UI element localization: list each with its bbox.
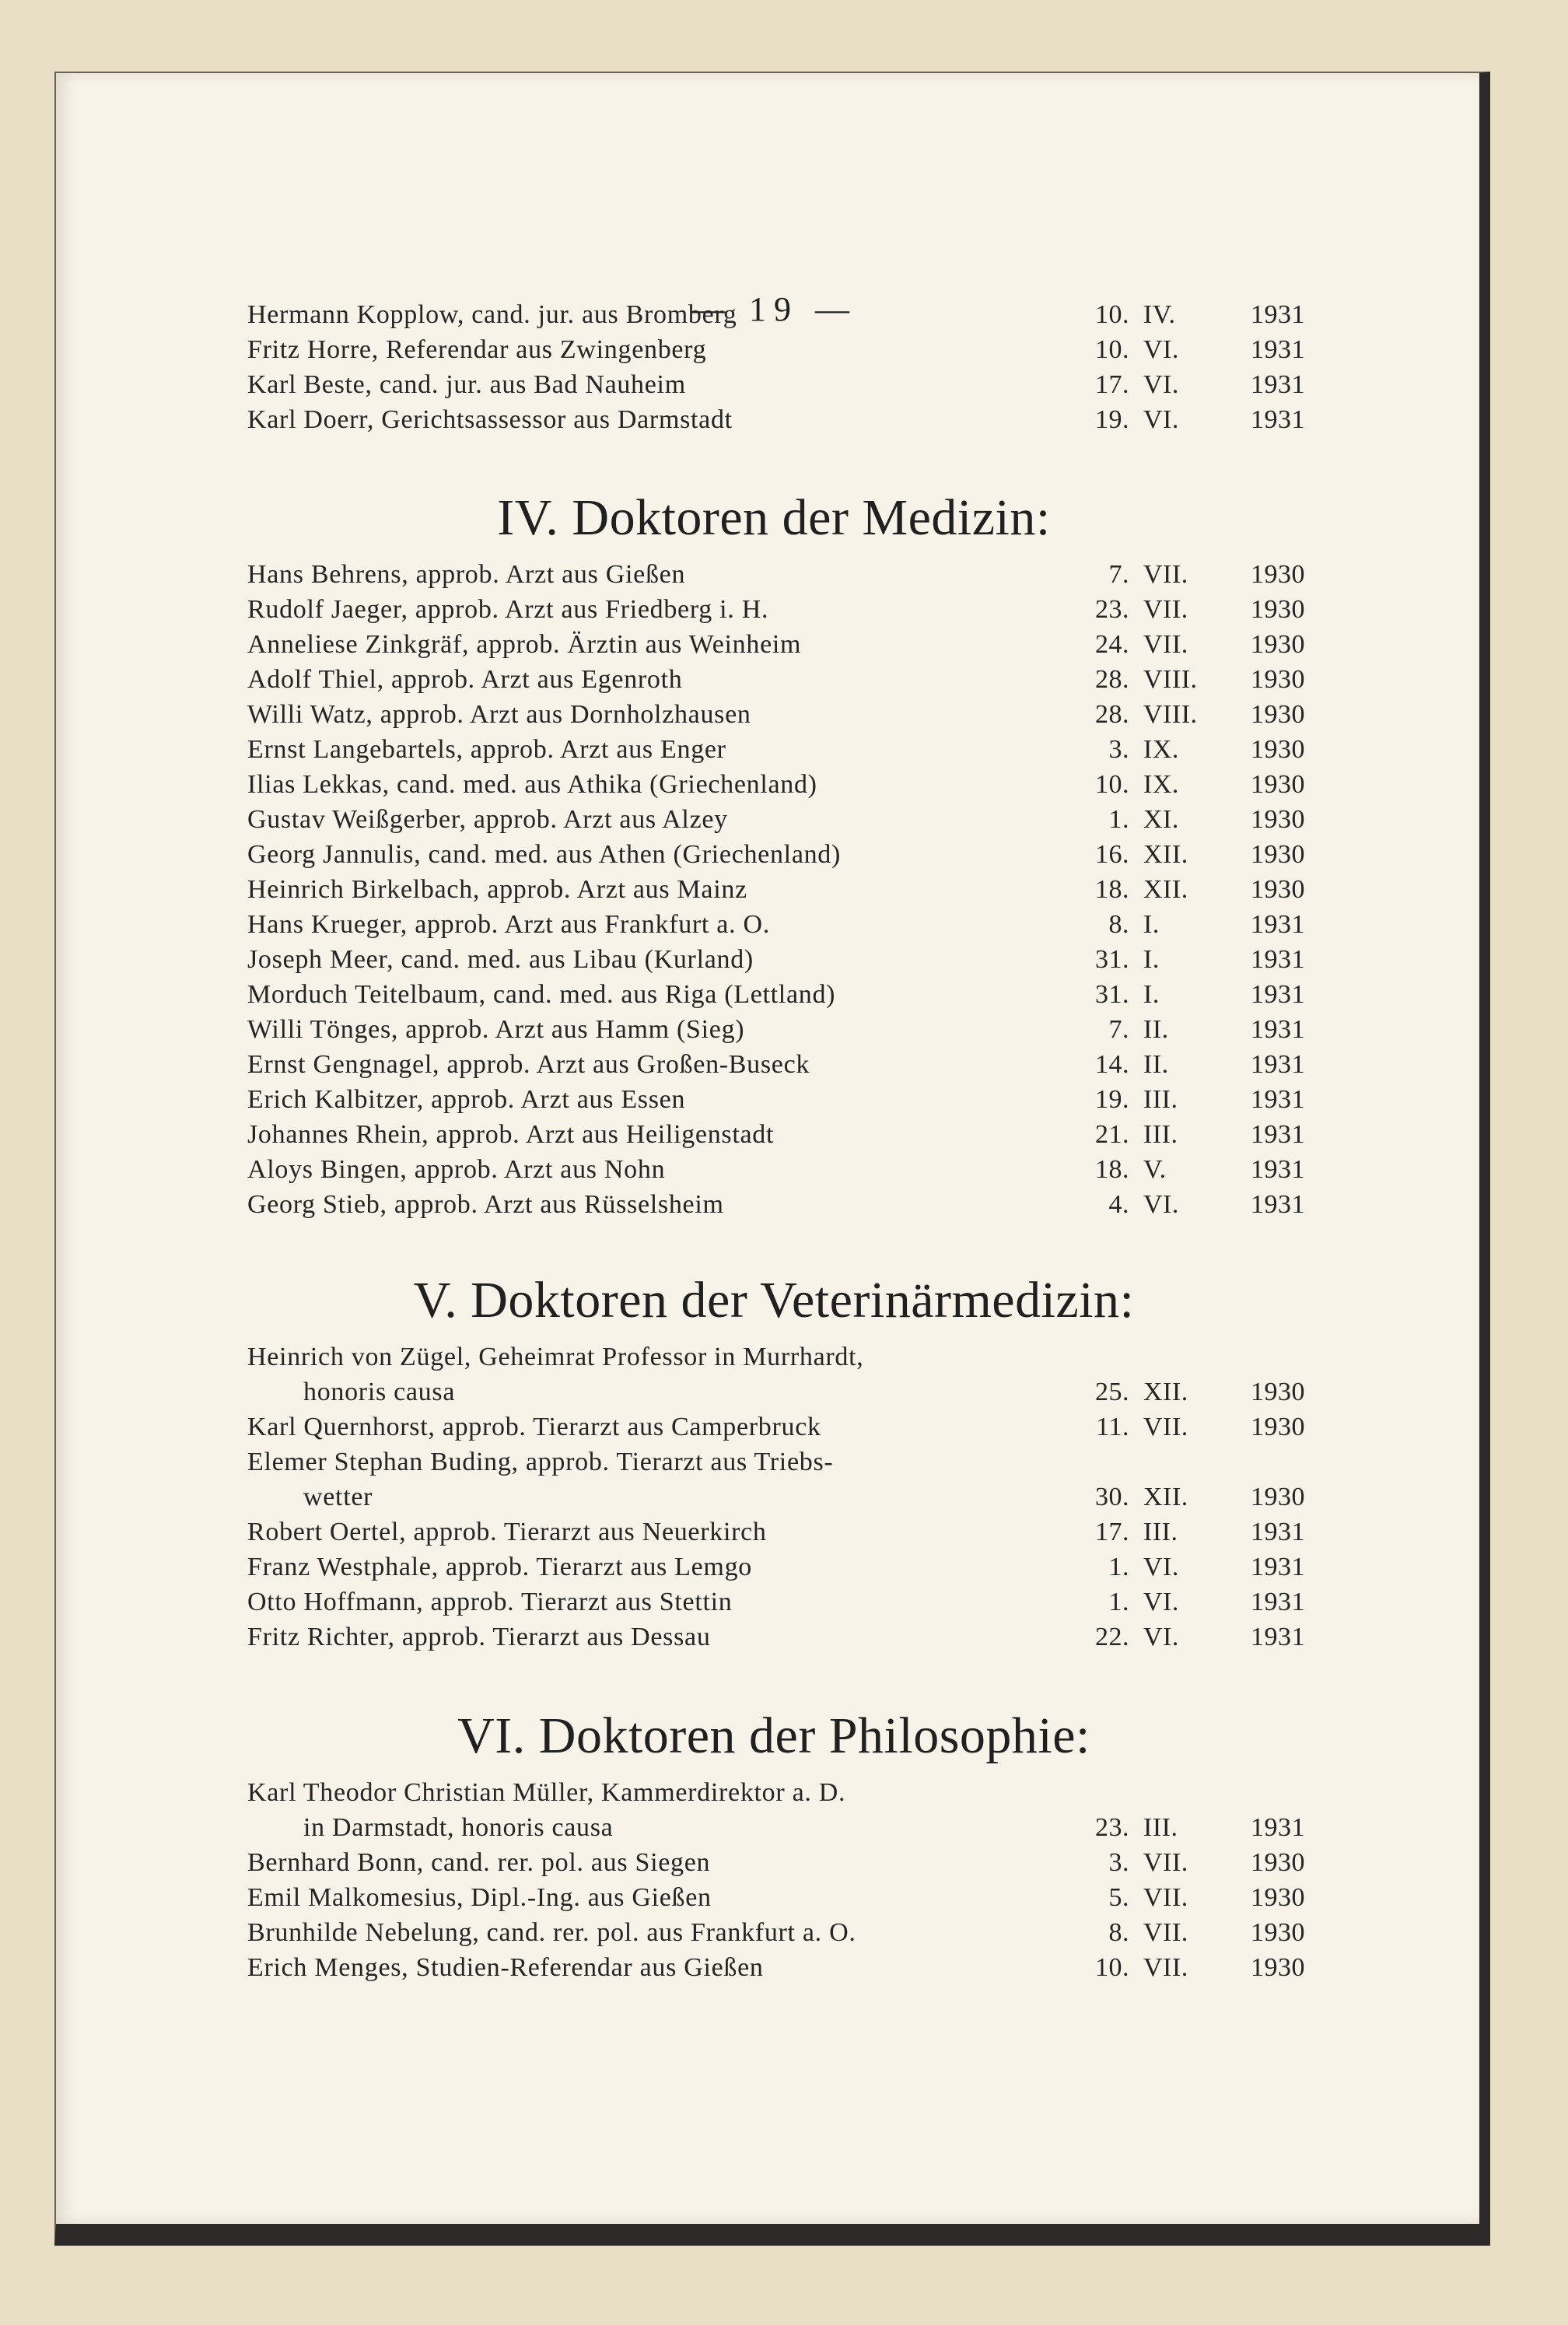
entry-name bbox=[247, 1082, 1103, 1117]
document-page bbox=[54, 72, 1490, 2246]
entry-date-day: 1. bbox=[1108, 1588, 1129, 1616]
entry-name bbox=[247, 367, 1103, 402]
entry-date-day: 21. bbox=[1095, 1120, 1129, 1149]
page-number: — 19 — bbox=[691, 290, 857, 328]
entry-date-year: 1930 bbox=[1251, 1883, 1305, 1912]
list-item bbox=[247, 1187, 1305, 1222]
list-item bbox=[247, 697, 1305, 732]
entry-name-line: Willi Tönges, approb. Arzt aus Hamm (Sieg) bbox=[247, 1015, 745, 1044]
entry-date-month: VII. bbox=[1143, 595, 1188, 624]
entry-date-year: 1930 bbox=[1251, 665, 1305, 694]
entry-name bbox=[247, 767, 1103, 802]
list-item bbox=[247, 767, 1305, 802]
list-item bbox=[247, 802, 1305, 837]
entry-date-year: 1931 bbox=[1251, 1813, 1305, 1842]
entry-date-month: VII. bbox=[1143, 1918, 1188, 1947]
entry-name bbox=[247, 977, 1103, 1012]
entry-name-line: Georg Stieb, approb. Arzt aus Rüsselsheim bbox=[247, 1190, 724, 1219]
entry-date-month: I. bbox=[1143, 945, 1160, 974]
entry-name bbox=[247, 907, 1103, 942]
entry-date-day: 24. bbox=[1095, 630, 1129, 659]
entry-name-line: Karl Quernhorst, approb. Tierarzt aus Camperbruck bbox=[247, 1413, 821, 1441]
entry-name bbox=[247, 1152, 1103, 1187]
entry-date-year: 1930 bbox=[1251, 1413, 1305, 1441]
entry-date-day: 1. bbox=[1108, 805, 1129, 834]
entry-name bbox=[247, 1619, 1103, 1654]
entry-name-line: Franz Westphale, approb. Tierarzt aus Lemgo bbox=[247, 1553, 752, 1581]
entry-name-line: Willi Watz, approb. Arzt aus Dornholzhausen bbox=[247, 700, 751, 729]
entry-name-line: Fritz Richter, approb. Tierarzt aus Dessau bbox=[247, 1623, 711, 1651]
list-item bbox=[247, 1152, 1305, 1187]
entry-date-year: 1930 bbox=[1251, 630, 1305, 659]
entry-date-year: 1931 bbox=[1251, 405, 1305, 434]
entry-date-year: 1931 bbox=[1251, 335, 1305, 364]
entry-name-line: Karl Theodor Christian Müller, Kammerdirektor a. D. bbox=[247, 1778, 846, 1807]
entry-date-year: 1931 bbox=[1251, 1623, 1305, 1651]
entry-name-line: Elemer Stephan Buding, approb. Tierarzt aus Triebs- bbox=[247, 1448, 834, 1476]
entry-date-day: 4. bbox=[1108, 1190, 1129, 1219]
entry-name bbox=[247, 1409, 1103, 1444]
entry-name bbox=[247, 1584, 1103, 1619]
entry-date-day: 23. bbox=[1095, 595, 1129, 624]
entry-name bbox=[247, 557, 1103, 592]
entry-date-year: 1931 bbox=[1251, 1190, 1305, 1219]
entry-name-line: Karl Doerr, Gerichtsassessor aus Darmstadt bbox=[247, 405, 733, 434]
entry-date-year: 1930 bbox=[1251, 700, 1305, 729]
section-continued-list bbox=[247, 297, 1305, 437]
entry-name-line: Bernhard Bonn, cand. rer. pol. aus Siegen bbox=[247, 1848, 711, 1877]
entry-date-day: 3. bbox=[1108, 1848, 1129, 1877]
entry-date-month: VII. bbox=[1143, 1413, 1188, 1441]
entry-name-line: Erich Menges, Studien-Referendar aus Gießen bbox=[247, 1953, 764, 1982]
list-item bbox=[247, 1117, 1305, 1152]
entry-date-day: 17. bbox=[1095, 1518, 1129, 1546]
list-item bbox=[247, 1619, 1305, 1654]
entry-date-month: III. bbox=[1143, 1085, 1178, 1114]
list-item bbox=[247, 907, 1305, 942]
entry-name-line: Hans Behrens, approb. Arzt aus Gießen bbox=[247, 560, 686, 589]
list-item bbox=[247, 1409, 1305, 1444]
list-item bbox=[247, 1514, 1305, 1549]
entry-name bbox=[247, 942, 1103, 977]
list-item bbox=[247, 297, 1305, 332]
entry-date-year: 1930 bbox=[1251, 875, 1305, 904]
list-item bbox=[247, 627, 1305, 662]
section-medizin-list bbox=[247, 557, 1305, 1222]
entry-name bbox=[247, 1012, 1103, 1047]
entry-date-month: VI. bbox=[1143, 1190, 1179, 1219]
entry-date-month: XII. bbox=[1143, 1483, 1188, 1511]
entry-date-month: I. bbox=[1143, 910, 1160, 939]
entry-date-day: 10. bbox=[1095, 1953, 1129, 1982]
list-item bbox=[247, 1012, 1305, 1047]
list-item bbox=[247, 1880, 1305, 1915]
entry-date-year: 1930 bbox=[1251, 805, 1305, 834]
list-item bbox=[247, 1584, 1305, 1619]
list-item bbox=[247, 977, 1305, 1012]
entry-name bbox=[247, 592, 1103, 627]
entry-name bbox=[247, 1549, 1103, 1584]
entry-name-line: Ernst Langebartels, approb. Arzt aus Enger bbox=[247, 735, 726, 764]
list-item bbox=[247, 1915, 1305, 1950]
entry-date-day: 10. bbox=[1095, 335, 1129, 364]
entry-date-year: 1931 bbox=[1251, 1120, 1305, 1149]
entry-date-day: 8. bbox=[1108, 910, 1129, 939]
entry-name bbox=[247, 1117, 1103, 1152]
entry-name-line: Heinrich Birkelbach, approb. Arzt aus Mainz bbox=[247, 875, 747, 904]
list-item bbox=[247, 732, 1305, 767]
entry-date-day: 18. bbox=[1095, 875, 1129, 904]
entry-date-month: VI. bbox=[1143, 1588, 1179, 1616]
entry-date-month: VII. bbox=[1143, 1848, 1188, 1877]
entry-name bbox=[247, 332, 1103, 367]
entry-date-year: 1931 bbox=[1251, 1085, 1305, 1114]
entry-date-year: 1931 bbox=[1251, 1155, 1305, 1184]
entry-name bbox=[247, 1880, 1103, 1915]
entry-date-month: VII. bbox=[1143, 560, 1188, 589]
entry-name bbox=[247, 1444, 1103, 1514]
list-item bbox=[247, 367, 1305, 402]
entry-date-year: 1930 bbox=[1251, 1848, 1305, 1877]
entry-date-day: 10. bbox=[1095, 300, 1129, 329]
entry-date-month: IX. bbox=[1143, 735, 1179, 764]
entry-date-day: 7. bbox=[1108, 560, 1129, 589]
list-item bbox=[247, 872, 1305, 907]
entry-name bbox=[247, 297, 1103, 332]
entry-date-month: III. bbox=[1143, 1813, 1178, 1842]
section-heading-veterinaermedizin: V. Doktoren der Veterinärmedizin: bbox=[413, 1272, 1135, 1329]
entry-name bbox=[247, 872, 1103, 907]
entry-date-month: V. bbox=[1143, 1155, 1167, 1184]
entry-date-day: 1. bbox=[1108, 1553, 1129, 1581]
entry-name-line: Adolf Thiel, approb. Arzt aus Egenroth bbox=[247, 665, 683, 694]
entry-date-month: XI. bbox=[1143, 805, 1179, 834]
entry-date-month: VIII. bbox=[1143, 665, 1198, 694]
entry-name-line: Gustav Weißgerber, approb. Arzt aus Alzey bbox=[247, 805, 728, 834]
entry-name bbox=[247, 1950, 1103, 1985]
section-veterinaermedizin-list bbox=[247, 1339, 1305, 1654]
entry-name bbox=[247, 1915, 1103, 1950]
entry-date-year: 1930 bbox=[1251, 770, 1305, 799]
entry-name-line: Brunhilde Nebelung, cand. rer. pol. aus Frankfurt a. O. bbox=[247, 1918, 856, 1947]
entry-date-month: VI. bbox=[1143, 1623, 1179, 1651]
entry-date-day: 10. bbox=[1095, 770, 1129, 799]
entry-date-year: 1930 bbox=[1251, 595, 1305, 624]
entry-date-month: VI. bbox=[1143, 405, 1179, 434]
entry-date-day: 31. bbox=[1095, 980, 1129, 1009]
entry-name bbox=[247, 1514, 1103, 1549]
entry-date-month: IV. bbox=[1143, 300, 1176, 329]
entry-name-line: Karl Beste, cand. jur. aus Bad Nauheim bbox=[247, 370, 686, 399]
entry-name-line: Ilias Lekkas, cand. med. aus Athika (Griechenland) bbox=[247, 770, 817, 799]
entry-name-continuation: wetter bbox=[303, 1483, 373, 1511]
entry-date-year: 1931 bbox=[1251, 300, 1305, 329]
entry-date-day: 31. bbox=[1095, 945, 1129, 974]
list-item bbox=[247, 1775, 1305, 1845]
list-item bbox=[247, 1845, 1305, 1880]
entry-name bbox=[247, 697, 1103, 732]
entry-name bbox=[247, 837, 1103, 872]
list-item bbox=[247, 1082, 1305, 1117]
entry-date-day: 11. bbox=[1096, 1413, 1129, 1441]
entry-name bbox=[247, 1845, 1103, 1880]
entry-date-day: 16. bbox=[1095, 840, 1129, 869]
entry-date-month: VIII. bbox=[1143, 700, 1198, 729]
entry-name-continuation: in Darmstadt, honoris causa bbox=[303, 1813, 614, 1842]
entry-date-day: 23. bbox=[1095, 1813, 1129, 1842]
entry-date-day: 22. bbox=[1095, 1623, 1129, 1651]
entry-date-year: 1931 bbox=[1251, 1015, 1305, 1044]
entry-name-line: Morduch Teitelbaum, cand. med. aus Riga (Lettland) bbox=[247, 980, 836, 1009]
entry-date-month: XII. bbox=[1143, 1378, 1188, 1406]
entry-name bbox=[247, 627, 1103, 662]
entry-date-day: 8. bbox=[1108, 1918, 1129, 1947]
list-item bbox=[247, 662, 1305, 697]
entry-date-month: III. bbox=[1143, 1120, 1178, 1149]
entry-date-month: II. bbox=[1143, 1015, 1169, 1044]
entry-name-line: Joseph Meer, cand. med. aus Libau (Kurland) bbox=[247, 945, 754, 974]
entry-name-line: Rudolf Jaeger, approb. Arzt aus Friedberg i. H. bbox=[247, 595, 769, 624]
entry-date-month: VI. bbox=[1143, 335, 1179, 364]
entry-date-year: 1930 bbox=[1251, 1953, 1305, 1982]
entry-name-line: Erich Kalbitzer, approb. Arzt aus Essen bbox=[247, 1085, 686, 1114]
entry-date-day: 25. bbox=[1095, 1378, 1129, 1406]
entry-name-line: Hermann Kopplow, cand. jur. aus Bromberg bbox=[247, 300, 737, 329]
entry-date-year: 1930 bbox=[1251, 840, 1305, 869]
entry-name-line: Georg Jannulis, cand. med. aus Athen (Griechenland) bbox=[247, 840, 842, 869]
entry-date-year: 1931 bbox=[1251, 1050, 1305, 1079]
entry-date-year: 1931 bbox=[1251, 1518, 1305, 1546]
entry-name-line: Fritz Horre, Referendar aus Zwingenberg bbox=[247, 335, 707, 364]
entry-date-year: 1931 bbox=[1251, 1588, 1305, 1616]
list-item bbox=[247, 1950, 1305, 1985]
entry-date-year: 1931 bbox=[1251, 910, 1305, 939]
list-item bbox=[247, 592, 1305, 627]
list-item bbox=[247, 1444, 1305, 1514]
entry-date-month: VII. bbox=[1143, 1953, 1188, 1982]
entry-date-year: 1930 bbox=[1251, 560, 1305, 589]
entry-date-year: 1930 bbox=[1251, 1918, 1305, 1947]
entry-date-day: 7. bbox=[1108, 1015, 1129, 1044]
list-item bbox=[247, 942, 1305, 977]
entry-date-year: 1930 bbox=[1251, 1378, 1305, 1406]
entry-name-line: Ernst Gengnagel, approb. Arzt aus Großen-Buseck bbox=[247, 1050, 810, 1079]
list-item bbox=[247, 1339, 1305, 1409]
entry-date-month: VI. bbox=[1143, 1553, 1179, 1581]
entry-name-line: Hans Krueger, approb. Arzt aus Frankfurt a. O. bbox=[247, 910, 770, 939]
entry-name-line: Johannes Rhein, approb. Arzt aus Heiligenstadt bbox=[247, 1120, 775, 1149]
list-item bbox=[247, 332, 1305, 367]
entry-name bbox=[247, 1187, 1103, 1222]
entry-name-line: Aloys Bingen, approb. Arzt aus Nohn bbox=[247, 1155, 666, 1184]
entry-date-year: 1930 bbox=[1251, 735, 1305, 764]
entry-name-continuation: honoris causa bbox=[303, 1378, 456, 1406]
entry-date-day: 3. bbox=[1108, 735, 1129, 764]
entry-date-month: VII. bbox=[1143, 630, 1188, 659]
entry-name-line: Emil Malkomesius, Dipl.-Ing. aus Gießen bbox=[247, 1883, 712, 1912]
entry-date-day: 19. bbox=[1095, 405, 1129, 434]
entry-name bbox=[247, 1339, 1103, 1409]
entry-date-month: XII. bbox=[1143, 875, 1188, 904]
entry-date-year: 1931 bbox=[1251, 1553, 1305, 1581]
section-heading-medizin: IV. Doktoren der Medizin: bbox=[497, 489, 1051, 546]
entry-date-month: XII. bbox=[1143, 840, 1188, 869]
entry-date-day: 30. bbox=[1095, 1483, 1129, 1511]
entry-name-line: Anneliese Zinkgräf, approb. Ärztin aus Weinheim bbox=[247, 630, 802, 659]
entry-name bbox=[247, 662, 1103, 697]
entry-date-day: 28. bbox=[1095, 665, 1129, 694]
entry-date-month: II. bbox=[1143, 1050, 1169, 1079]
entry-date-day: 18. bbox=[1095, 1155, 1129, 1184]
entry-name bbox=[247, 1047, 1103, 1082]
entry-date-day: 28. bbox=[1095, 700, 1129, 729]
section-philosophie-list bbox=[247, 1775, 1305, 1985]
entry-name bbox=[247, 1775, 1103, 1845]
list-item bbox=[247, 1549, 1305, 1584]
entry-name-line: Otto Hoffmann, approb. Tierarzt aus Stettin bbox=[247, 1588, 733, 1616]
entry-date-day: 14. bbox=[1095, 1050, 1129, 1079]
list-item bbox=[247, 837, 1305, 872]
entry-date-year: 1930 bbox=[1251, 1483, 1305, 1511]
entry-name bbox=[247, 802, 1103, 837]
entry-date-day: 17. bbox=[1095, 370, 1129, 399]
entry-date-day: 19. bbox=[1095, 1085, 1129, 1114]
list-item bbox=[247, 557, 1305, 592]
entry-date-year: 1931 bbox=[1251, 980, 1305, 1009]
entry-date-year: 1931 bbox=[1251, 370, 1305, 399]
section-heading-philosophie: VI. Doktoren der Philosophie: bbox=[457, 1707, 1090, 1764]
entry-date-year: 1931 bbox=[1251, 945, 1305, 974]
list-item bbox=[247, 402, 1305, 437]
entry-name bbox=[247, 402, 1103, 437]
entry-name-line: Robert Oertel, approb. Tierarzt aus Neuerkirch bbox=[247, 1518, 767, 1546]
entry-date-month: IX. bbox=[1143, 770, 1179, 799]
list-item bbox=[247, 1047, 1305, 1082]
entry-date-day: 5. bbox=[1108, 1883, 1129, 1912]
entry-date-month: VI. bbox=[1143, 370, 1179, 399]
entry-date-month: VII. bbox=[1143, 1883, 1188, 1912]
entry-date-month: III. bbox=[1143, 1518, 1178, 1546]
entry-name bbox=[247, 732, 1103, 767]
entry-name-line: Heinrich von Zügel, Geheimrat Professor in Murrhardt, bbox=[247, 1343, 864, 1371]
entry-date-month: I. bbox=[1143, 980, 1160, 1009]
